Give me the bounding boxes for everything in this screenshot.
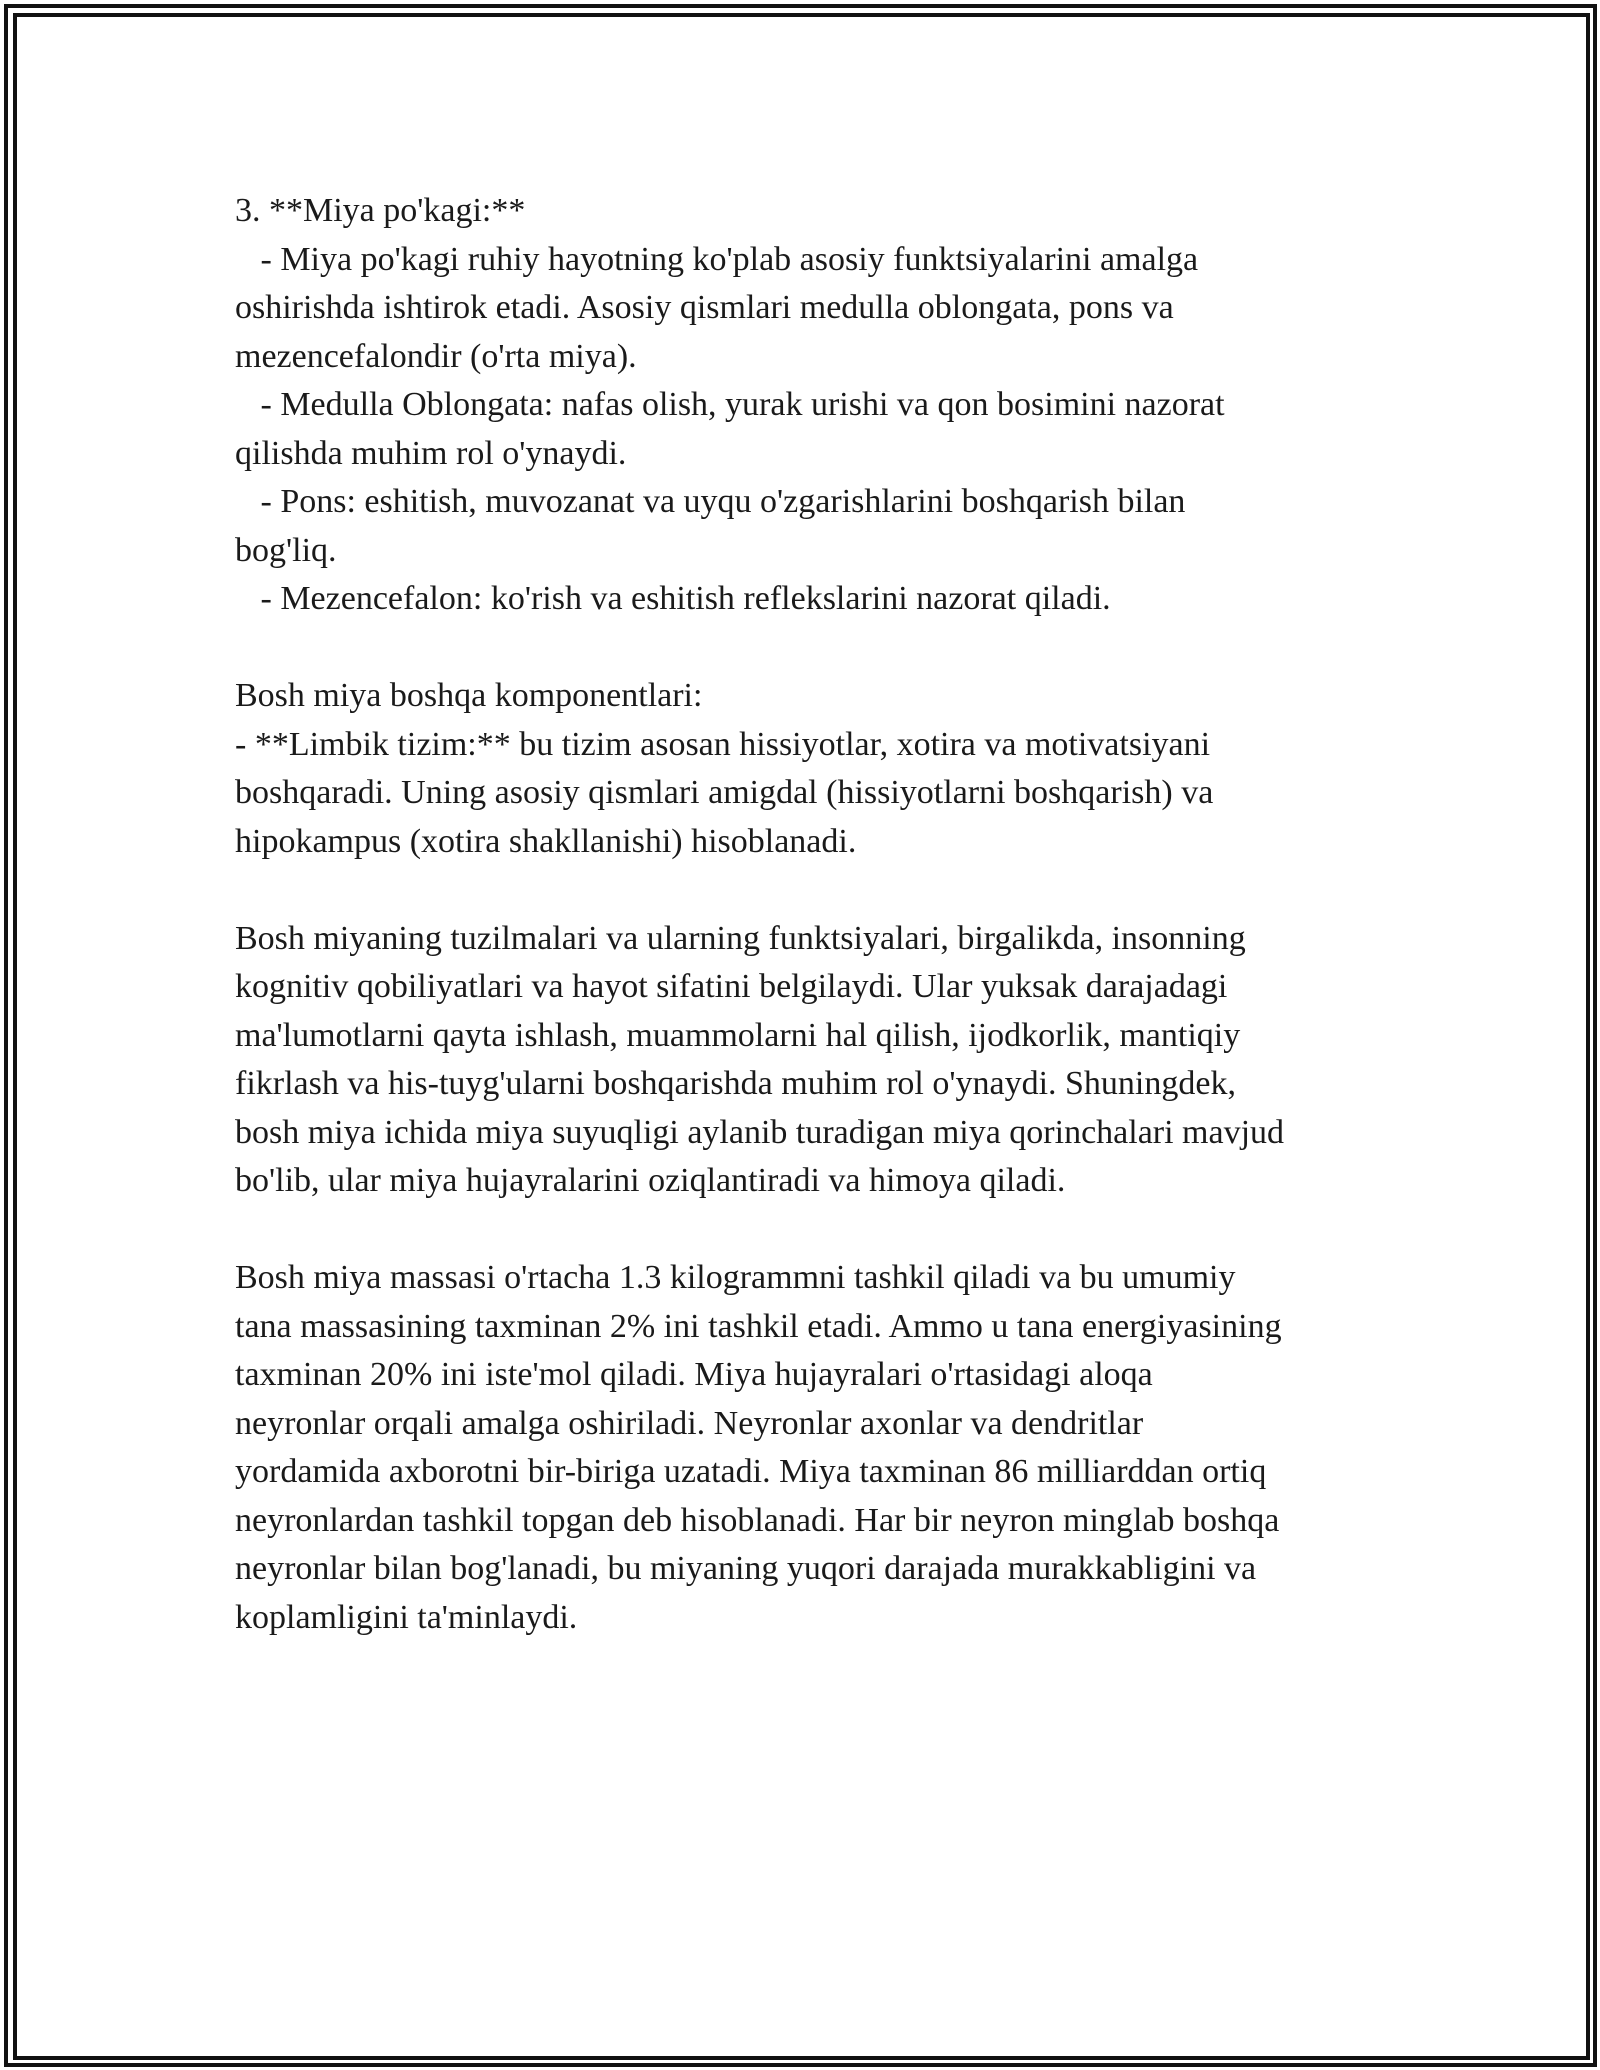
text-line: kognitiv qobiliyatlari va hayot sifatini belgilaydi. Ular yuksak darajadagi [235,968,1228,1005]
text-line: - Mezencefalon: ko'rish va eshitish reflekslarini nazorat qiladi. [235,580,1111,617]
paragraph-gap [235,866,1395,915]
text-line: tana massasining taxminan 2% ini tashkil etadi. Ammo u tana energiyasining [235,1307,1282,1345]
text-line: bo'lib, ular miya hujayralarini oziqlantiradi va himoya qiladi. [235,1162,1066,1199]
text-line: oshirishda ishtirok etadi. Asosiy qismlari medulla oblongata, pons va [235,289,1174,326]
document-body [235,187,1395,1642]
text-line: koplamligini ta'minlaydi. [235,1598,578,1636]
text-line: neyronlar orqali amalga oshiriladi. Neyronlar axonlar va dendritlar [235,1404,1144,1442]
text-line: Bosh miyaning tuzilmalari va ularning funktsiyalari, birgalikda, insonning [235,919,1246,957]
text-line: fikrlash va his-tuyg'ularni boshqarishda muhim rol o'ynaydi. Shuningdek, [235,1065,1236,1102]
text-line: taxminan 20% ini iste'mol qiladi. Miya hujayralari o'rtasidagi aloqa [235,1356,1153,1393]
text-line: 3. **Miya po'kagi:** [235,192,526,229]
text-line: neyronlardan tashkil topgan deb hisoblanadi. Har bir neyron minglab boshqa [235,1501,1280,1539]
text-line: hipokampus (xotira shakllanishi) hisoblanadi. [235,822,857,860]
text-line: - **Limbik tizim:** bu tizim asosan hissiyotlar, xotira va motivatsiyani [235,725,1211,763]
text-line: mezencefalondir (o'rta miya). [235,337,637,375]
text-line: Bosh miya boshqa komponentlari: [235,677,703,714]
paragraph-gap [235,1206,1395,1255]
text-line: yordamida axborotni bir-biriga uzatadi. Miya taxminan 86 milliarddan ortiq [235,1453,1267,1490]
paragraph-gap [235,624,1395,673]
text-line: - Medulla Oblongata: nafas olish, yurak urishi va qon bosimini nazorat [235,386,1225,423]
text-line: bog'liq. [235,531,337,569]
text-line: neyronlar bilan bog'lanadi, bu miyaning yuqori darajada murakkabligini va [235,1550,1257,1587]
text-line: - Pons: eshitish, muvozanat va uyqu o'zgarishlarini boshqarish bilan [235,483,1186,520]
text-line: - Miya po'kagi ruhiy hayotning ko'plab asosiy funktsiyalarini amalga [235,240,1199,278]
text-line: boshqaradi. Uning asosiy qismlari amigdal (hissiyotlarni boshqarish) va [235,774,1214,811]
text-line: bosh miya ichida miya suyuqligi aylanib turadigan miya qorinchalari mavjud [235,1113,1285,1151]
text-line: Bosh miya massasi o'rtacha 1.3 kilogrammni tashkil qiladi va bu umumiy [235,1259,1236,1296]
text-line: ma'lumotlarni qayta ishlash, muammolarni hal qilish, ijodkorlik, mantiqiy [235,1016,1241,1054]
text-line: qilishda muhim rol o'ynaydi. [235,434,627,472]
